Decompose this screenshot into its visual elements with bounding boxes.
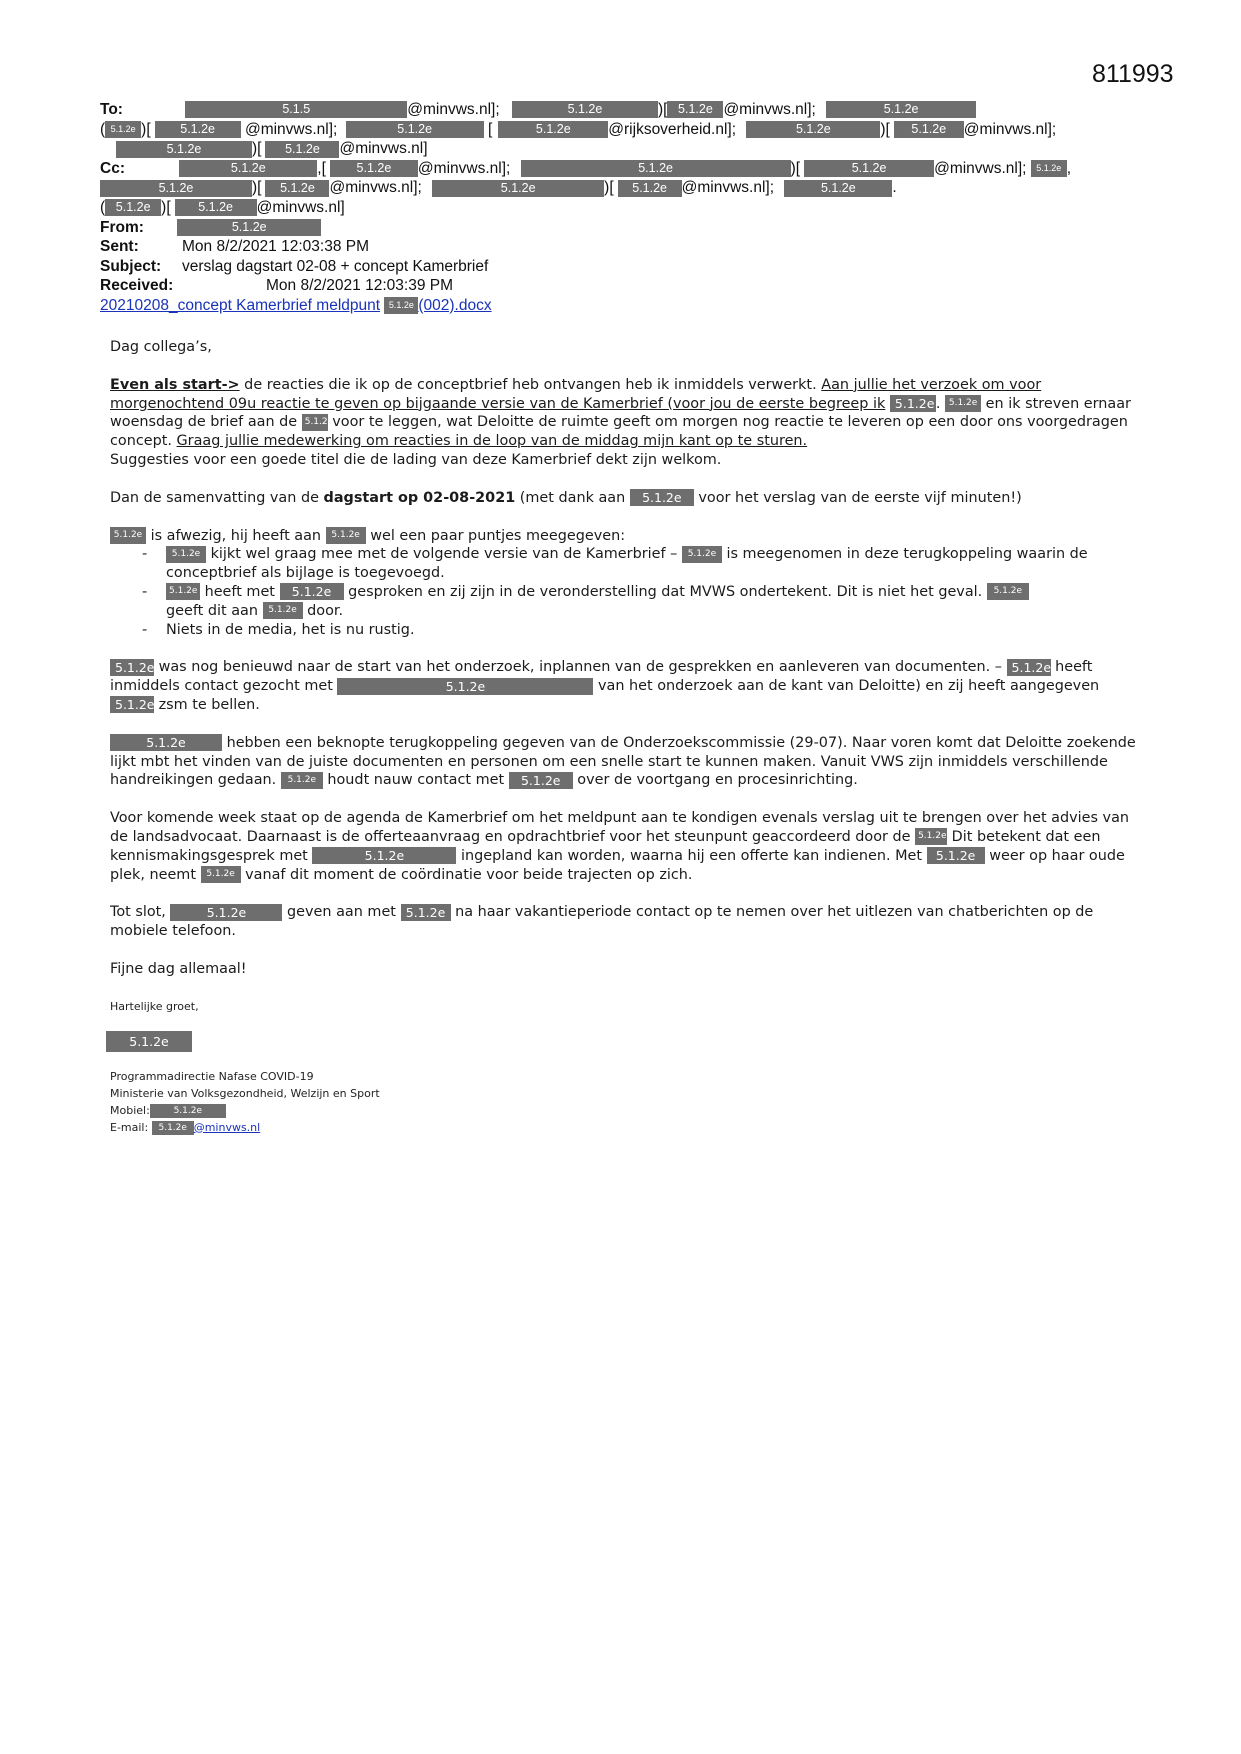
redaction: 5.1.2e: [667, 101, 723, 118]
redaction: 5.1.2e: [498, 121, 608, 138]
redaction: 5.1.2e: [346, 121, 484, 138]
list-item: - 5.1.2e heeft met 5.1.2e gesproken en zij zijn in de veronderstelling dat MVWS ondertekent. Dit is niet het geval. 5.1.2e geeft dit aan 5.1.2e door.: [166, 583, 1140, 621]
redaction: 5.1.2e: [265, 141, 339, 158]
subject-label: Subject:: [100, 257, 162, 275]
paragraph-5: 5.1.2e hebben een beknopte terugkoppeling gegeven van de Onderzoekscommissie (29-07). Naar voren komt dat Deloitte zoekende lijkt mbt het vinden van de juiste documenten en personen om een snelle start te kunnen maken. Vanuit VWS zijn inmiddels verschillende handreikingen gedaan. 5.1.2e houdt nauw contact met 5.1.2e over de voortgang en procesinrichting.: [110, 734, 1136, 789]
redaction: 5.1.2e: [106, 1031, 192, 1052]
to-row-2: ( 5.1.2e )[ 5.1.2e @minvws.nl]; 5.1.2e [ 5.1.2e @rijksoverheid.nl]; 5.1.2e )[ 5.1.2e @minvws.nl];: [100, 120, 1057, 138]
to-row: To: 5.1.5 @minvws.nl]; 5.1.2e )[ 5.1.2e @minvws.nl]; 5.1.2e: [100, 100, 1140, 120]
redaction: 5.1.2e: [804, 160, 934, 177]
redaction: 5.1.2e: [166, 583, 200, 600]
sig-org-2: Ministerie van Volksgezondheid, Welzijn en Sport: [110, 1086, 380, 1100]
redaction: 5.1.2e: [110, 659, 154, 676]
greeting: Dag collega’s,: [110, 339, 212, 355]
redaction: 5.1.2e: [784, 180, 892, 197]
document-id: 811993: [1092, 60, 1174, 88]
redaction: 5.1.2e: [175, 199, 257, 216]
paragraph-1: Even als start-> de reacties die ik op de conceptbrief heb ontvangen heb ik inmiddels verwerkt. Aan jullie het verzoek om voor morgenochtend 09u reactie te geven op bijgaande versie van de Kamerbrief (voor jou de eerste begreep ik 5.1.2e . 5.1.2e en ik streven ernaar woensdag de brief aan de 5.1.2e voor te leggen, wat Deloitte de ruimte geeft om morgen nog reactie te leveren op een door ons voorgedragen concept. Graag jullie medewerking om reacties in de loop van de middag mijn kant op te sturen. Suggesties voor een goede titel die de lading van deze Kamerbrief dekt zijn welkom.: [110, 376, 1131, 468]
redaction: 5.1.2e: [890, 395, 936, 412]
redaction: 5.1.2e: [521, 160, 791, 177]
sig-org-1: Programmadirectie Nafase COVID-19: [110, 1069, 314, 1083]
closing: Fijne dag allemaal!: [110, 960, 247, 977]
to-label: To:: [100, 101, 123, 118]
redaction: 5.1.2e: [826, 101, 976, 118]
redaction: 5.1.2e: [110, 734, 222, 751]
redaction: 5.1.2e: [1031, 160, 1067, 177]
redaction: 5.1.2e: [281, 772, 323, 789]
redaction: 5.1.2e: [312, 847, 456, 864]
redaction: 5.1.2e: [746, 121, 880, 138]
redaction: 5.1.2e: [326, 527, 366, 544]
redaction: 5.1.2e: [177, 219, 321, 236]
redaction: 5.1.2e: [915, 828, 947, 845]
redaction: 5.1.2e: [894, 121, 964, 138]
sig-mobile: Mobiel: 5.1.2e: [110, 1102, 1140, 1119]
sent-row: [100, 237, 1140, 257]
redaction: 5.1.2e: [105, 199, 161, 216]
paragraph-3: 5.1.2e is afwezig, hij heeft aan 5.1.2e wel een paar puntjes meegegeven: - 5.1.2e kijkt wel graag mee met de volgende versie van de Kamerbrief – 5.1.2e is meegenomen in deze terugkoppeling waarin de conceptbrief als bijlage is toegevoegd. - 5.1.2e heeft met 5.1.2e gesproken en zij zijn in de veronderstelling dat MVWS ondertekent. Dit is niet het geval. 5.1.2e geeft dit aan 5.1.2e door. - Niets in de media, het is nu rustig.: [110, 527, 1140, 640]
cc-label: Cc:: [100, 159, 125, 177]
redaction: 5.1.2e: [201, 866, 241, 883]
paragraph-6: Voor komende week staat op de agenda de Kamerbrief om het meldpunt aan te kondigen evenals verslag uit te brengen over het advies van de landsadvocaat. Daarnaast is de offerteaanvraag en opdrachtbrief voor het steunpunt geaccordeerd door de 5.1.2e Dit betekent dat een kennismakingsgesprek met 5.1.2e ingepland kan worden, waarna hij een offerte kan indienen. Met 5.1.2e weer op haar oude plek, neemt 5.1.2e vanaf dit moment de coördinatie voor beide trajecten op zich.: [110, 810, 1130, 883]
points-list: [110, 545, 1140, 639]
redaction: 5.1.2e: [401, 904, 451, 921]
redaction: 5.1.5: [185, 101, 407, 118]
list-item: - Niets in de media, het is nu rustig.: [166, 621, 1140, 640]
paragraph-4: 5.1.2e was nog benieuwd naar de start van het onderzoek, inplannen van de gesprekken en aanleveren van documenten. – 5.1.2e heeft inmiddels contact gezocht met 5.1.2e van het onderzoek aan de kant van Deloitte) en zij heeft aangegeven 5.1.2e zsm te bellen.: [110, 659, 1100, 713]
redaction: 5.1.2e: [618, 180, 682, 197]
paragraph-2: Dan de samenvatting van de dagstart op 02-08-2021 (met dank aan 5.1.2e voor het verslag van de eerste vijf minuten!): [110, 489, 1022, 506]
received-label: Received:: [100, 277, 174, 295]
email-link[interactable]: @minvws.nl: [193, 1120, 261, 1134]
cc-row-2: 5.1.2e )[ 5.1.2e @minvws.nl]; 5.1.2e )[ 5.1.2e @minvws.nl]; 5.1.2e .: [100, 178, 1140, 198]
redaction: 5.1.2e: [155, 121, 241, 138]
redaction: 5.1.2e: [512, 101, 658, 118]
list-item: - 5.1.2e kijkt wel graag mee met de volgende versie van de Kamerbrief – 5.1.2e is meegenomen in deze terugkoppeling waarin de conceptbrief als bijlage is toegevoegd.: [166, 545, 1140, 583]
redaction: 5.1.2e: [682, 546, 722, 563]
redaction: 5.1.2e: [110, 696, 154, 713]
redaction: 5.1.2e: [265, 180, 329, 197]
redaction: 5.1.2e: [330, 160, 418, 177]
redaction: 5.1.2e: [927, 847, 985, 864]
redaction: 5.1.2e: [152, 1121, 194, 1135]
email-header: [100, 100, 1140, 316]
redaction: 5.1.2e: [179, 160, 317, 177]
subject-value: verslag dagstart 02-08 + concept Kamerbrief: [182, 257, 489, 275]
to-row-3: 5.1.2e )[ 5.1.2e @minvws.nl]: [100, 139, 1140, 159]
email-body: [110, 338, 1140, 1136]
regards: Hartelijke groet,: [110, 999, 199, 1013]
received-row: [100, 276, 1140, 296]
received-value: Mon 8/2/2021 12:03:39 PM: [266, 277, 453, 295]
redaction: 5.1.2e: [110, 527, 146, 544]
from-row: [100, 218, 1140, 238]
redaction: 5.1.2e: [116, 141, 252, 158]
from-label: From:: [100, 218, 144, 236]
redaction: 5.1.2e: [509, 772, 573, 789]
redaction: 5.1.2e: [302, 414, 328, 431]
redaction: 5.1.2e: [105, 121, 141, 138]
cc-row-3: ( 5.1.2e )[ 5.1.2e @minvws.nl]: [100, 198, 345, 216]
cc-row: Cc: 5.1.2e ,[ 5.1.2e @minvws.nl]; 5.1.2e )[ 5.1.2e @minvws.nl]; 5.1.2e ,: [100, 159, 1072, 177]
redaction: 5.1.2e: [432, 180, 604, 197]
paragraph-7: Tot slot, 5.1.2e geven aan met 5.1.2e na haar vakantieperiode contact op te nemen over het uitlezen van chatberichten op de mobiele telefoon.: [110, 904, 1094, 940]
redaction: 5.1.2e: [166, 546, 206, 563]
redaction: 5.1.2e: [263, 602, 303, 619]
redaction: 5.1.2e: [630, 489, 694, 506]
redaction: 5.1.2e: [945, 395, 981, 412]
sig-email: E-mail: 5.1.2e @minvws.nl: [110, 1120, 261, 1134]
redaction: 5.1.2e: [170, 904, 282, 921]
redaction: 5.1.2e: [987, 583, 1029, 600]
redaction: 5.1.2e: [337, 678, 593, 695]
subject-row: [100, 257, 1140, 277]
signature: [110, 998, 1140, 1136]
redaction: 5.1.2e: [150, 1104, 226, 1118]
redaction: 5.1.2e: [100, 180, 252, 197]
redaction: 5.1.2e: [280, 583, 344, 600]
redaction: 5.1.2e: [384, 297, 418, 314]
redaction: 5.1.2e: [1007, 659, 1051, 676]
sent-value: Mon 8/2/2021 12:03:38 PM: [182, 238, 369, 256]
attachment-link[interactable]: 20210208_concept Kamerbrief meldpunt 5.1.2e (002).docx: [100, 296, 492, 314]
sent-label: Sent:: [100, 238, 139, 256]
